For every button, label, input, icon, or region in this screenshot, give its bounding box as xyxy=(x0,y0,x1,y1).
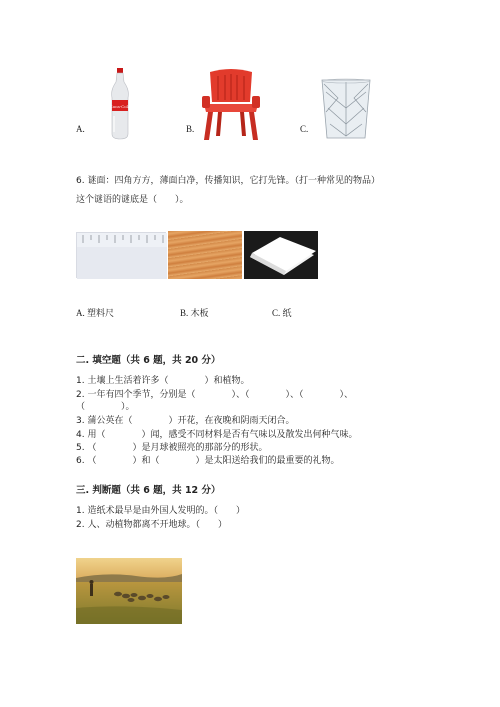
q6-sub-question: 这个谜语的谜底是（ ）。 xyxy=(76,195,189,205)
paper-image xyxy=(244,231,318,279)
bottle-label-text: Coca-Cola xyxy=(109,104,131,109)
q6-option-c: C. 纸 xyxy=(272,308,292,318)
fill-item-6: 6. （ ）和（ ）是太阳送给我们的最重要的礼物。 xyxy=(76,456,340,466)
fill-item-4: 4. 用（ ）闻，感受不同材料是否有气味以及散发出何种气味。 xyxy=(76,430,358,440)
crystal-glass-image xyxy=(318,78,374,140)
fill-item-2: 2. 一年有四个季节，分别是（ ）、（ ）、（ ）、 xyxy=(76,390,353,400)
section3-title: 三. 判断题（共 6 题，共 12 分） xyxy=(76,485,221,496)
grassland-sheep-photo xyxy=(76,558,182,624)
q5-option-c-label: C. xyxy=(300,124,309,134)
plastic-ruler-image xyxy=(76,232,166,278)
judge-item-2: 2. 人、动植物都离不开地球。（ ） xyxy=(76,520,227,530)
fill-item-1: 1. 土壤上生活着许多（ ）和植物。 xyxy=(76,376,250,386)
fill-item-2-cont: （ ）。 xyxy=(76,402,135,412)
q6-option-b: B. 木板 xyxy=(180,308,209,318)
fill-item-5: 5. （ ）是月球被照亮的那部分的形状。 xyxy=(76,443,268,453)
q6-option-a: A. 塑料尺 xyxy=(76,308,114,318)
coke-bottle-image xyxy=(100,68,140,140)
q5-option-b-label: B. xyxy=(186,124,195,134)
fill-item-3: 3. 蒲公英在（ ）开花，在夜晚和阴雨天闭合。 xyxy=(76,416,295,426)
judge-item-1: 1. 造纸术最早是由外国人发明的。（ ） xyxy=(76,506,245,516)
q6-stem: 6. 谜面：四角方方，薄面白净，传播知识，它打先锋。（打一种常见的物品） xyxy=(76,176,380,186)
section2-title: 二. 填空题（共 6 题，共 20 分） xyxy=(76,355,221,366)
q5-option-a-label: A. xyxy=(76,124,85,134)
plastic-chair-image xyxy=(200,68,262,140)
wooden-board-image xyxy=(168,231,242,279)
